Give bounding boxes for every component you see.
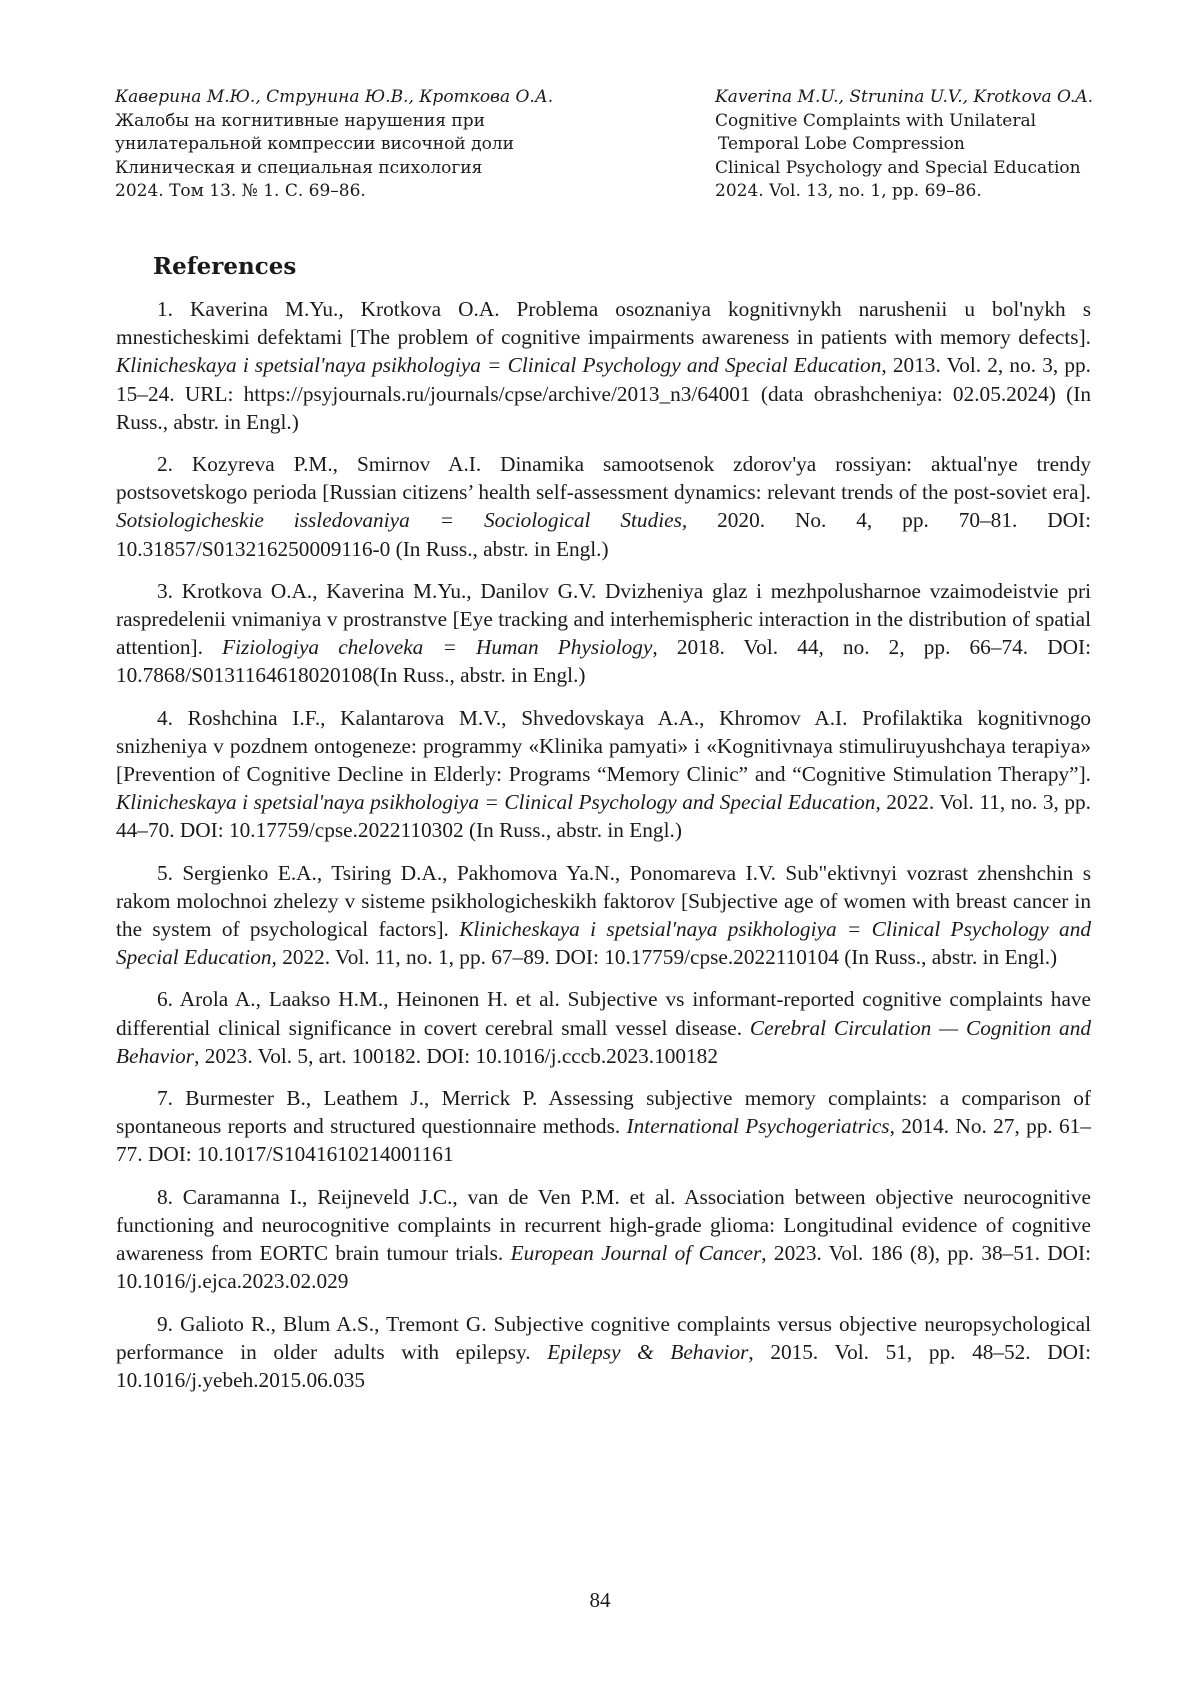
references-list xyxy=(116,295,1091,1408)
reference-text: 7. Burmester B., Leathem J., Merrick P. Assessing subjective memory complaints: a comparison of spontaneous reports and structured questionnaire methods. xyxy=(116,1086,1091,1139)
reference-details: , 2013. Vol. 2, no. 3, pp. 15–24. URL: https://psyjournals.ru/journals/cpse/archive/2013_n3/64001 (data obrashcheniya: 02.05.2024) (In Russ., abstr. in Engl.) xyxy=(116,353,1091,434)
reference-journal: Klinicheskaya i spetsial'naya psikhologiya = Clinical Psychology and Special Education xyxy=(116,790,876,815)
header-title-en-line2: Temporal Lobe Compression xyxy=(718,134,965,154)
reference-text: 9. Galioto R., Blum A.S., Tremont G. Subjective cognitive complaints versus objective neuropsychological performance in older adults with epilepsy. xyxy=(116,1311,1091,1364)
reference-details: , 2023. Vol. 186 (8), pp. 38–51. DOI: 10.1016/j.ejca.2023.02.029 xyxy=(116,1241,1091,1294)
reference-text: 2. Kozyreva P.M., Smirnov A.I. Dinamika samootsenok zdorov'ya rossiyan: aktual'nye trendy postsovetskogo perioda [Russian citizens’ health self-assessment dynamics: relevant trends of the post-soviet era]. xyxy=(116,452,1091,505)
running-header-russian xyxy=(115,86,585,204)
references-heading: References xyxy=(153,253,297,280)
reference-text: 5. Sergienko E.A., Tsiring D.A., Pakhomova Ya.N., Ponomareva I.V. Sub"ektivnyi vozrast zhenshchin s rakom molochnoi zhelezy v sisteme psikhologicheskikh faktorov [Subjective age of women with breast cancer in the system of psychological factors]. xyxy=(116,860,1091,942)
reference-details: 2014. No. 27, pp. 61–77. DOI: 10.1017/S1041610214001161 xyxy=(116,1114,1091,1167)
header-journal-en: Clinical Psychology and Special Education xyxy=(715,157,1081,178)
reference-item xyxy=(116,450,1091,563)
reference-item xyxy=(116,985,1091,1070)
running-header-english xyxy=(715,86,1155,204)
reference-details: , 2023. Vol. 5, art. 100182. DOI: 10.1016/j.cccb.2023.100182 xyxy=(194,1043,718,1068)
reference-details: , 2022. Vol. 11, no. 3, pp. 44–70. DOI: 10.17759/cpse.2022110302 (In Russ., abstr. in Engl.) xyxy=(116,790,1091,843)
reference-details: 2020. No. 4, pp. 70–81. DOI: 10.31857/S013216250009116-0 (In Russ., abstr. in Engl.) xyxy=(116,508,1091,561)
header-journal-ru: Клиническая и специальная психология xyxy=(115,157,483,178)
reference-journal: European Journal of Cancer xyxy=(510,1241,762,1266)
header-title-ru-line1: Жалобы на когнитивные нарушения при xyxy=(115,110,485,131)
reference-item xyxy=(116,577,1091,690)
reference-journal: Cerebral Circulation — Cognition and Behavior xyxy=(116,1015,1091,1068)
reference-details: , 2018. Vol. 44, no. 2, pp. 66–74. DOI: 10.7868/S0131164618020108(In Russ., abstr. in Engl.) xyxy=(116,635,1091,688)
reference-details: 2022. Vol. 11, no. 1, pp. 67–89. DOI: 10.17759/cpse.2022110104 (In Russ., abstr. in Engl.) xyxy=(276,945,1058,970)
reference-item xyxy=(116,1084,1091,1169)
reference-journal: Fiziologiya cheloveka = Human Physiology xyxy=(222,635,653,660)
reference-item xyxy=(116,704,1091,845)
reference-journal: Klinicheskaya i spetsial'naya psikhologiya = Clinical Psychology and Special Education, xyxy=(116,917,1091,970)
reference-journal: Klinicheskaya i spetsial'naya psikhologiya = Clinical Psychology and Special Education xyxy=(116,353,882,378)
reference-journal: Epilepsy & Behavior xyxy=(547,1339,749,1364)
reference-text: 8. Caramanna I., Reijneveld J.C., van de Ven P.M. et al. Association between objective neurocognitive functioning and neurocognitive complaints in recurrent high-grade glioma: Longitudinal evidence of cognitive awareness from EORTC brain tumour trials. xyxy=(116,1184,1091,1266)
reference-item xyxy=(116,1310,1091,1395)
header-authors-en: Kaverina M.U., Strunina U.V., Krotkova O.A. xyxy=(715,87,1094,107)
reference-item xyxy=(116,1183,1091,1296)
header-issue-ru: 2024. Том 13. № 1. С. 69–86. xyxy=(115,181,366,201)
header-issue-en: 2024. Vol. 13, no. 1, pp. 69–86. xyxy=(715,181,982,201)
reference-text: 3. Krotkova O.A., Kaverina M.Yu., Danilov G.V. Dvizheniya glaz i mezhpolusharnoe vzaimodeistvie pri raspredelenii vnimaniya v prostranstve [Eye tracking and interhemispheric interaction in the distribution of spatial attention]. xyxy=(116,578,1091,660)
header-authors-ru: Каверина М.Ю., Струнина Ю.В., Кроткова О.А. xyxy=(115,87,554,107)
reference-text: 6. Arola A., Laakso H.M., Heinonen H. et al. Subjective vs informant-reported cognitive complaints have differential clinical significance in covert cerebral small vessel disease. xyxy=(116,987,1091,1040)
reference-journal: International Psychogeriatrics, xyxy=(626,1114,895,1139)
reference-details: , 2015. Vol. 51, pp. 48–52. DOI: 10.1016/j.yebeh.2015.06.035 xyxy=(116,1339,1092,1392)
reference-item xyxy=(116,859,1091,972)
reference-text: 4. Roshchina I.F., Kalantarova M.V., Shvedovskaya A.A., Khromov A.I. Profilaktika kognitivnogo snizheniya v pozdnem ontogeneze: programmy «Klinika pamyati» i «Kognitivnaya stimuliruyushchaya terapiya» [Prevention of Cognitive Decline in Elderly: Programs “Memory Clinic” and “Cognitive Stimulation Therapy”]. xyxy=(116,705,1091,787)
reference-journal: Sotsiologicheskie issledovaniya = Sociological Studies, xyxy=(116,508,688,533)
header-title-ru-line2: унилатеральной компрессии височной доли xyxy=(115,134,514,154)
page-number: 84 xyxy=(589,1588,611,1612)
reference-text: 1. Kaverina M.Yu., Krotkova O.A. Problema osoznaniya kognitivnykh narushenii u bol'nykh s mnesticheskimi defektami [The problem of cognitive impairments awareness in patients with memory defects]. xyxy=(116,297,1091,350)
reference-item xyxy=(116,295,1091,436)
header-title-en-line1: Cognitive Complaints with Unilateral xyxy=(715,110,1037,131)
